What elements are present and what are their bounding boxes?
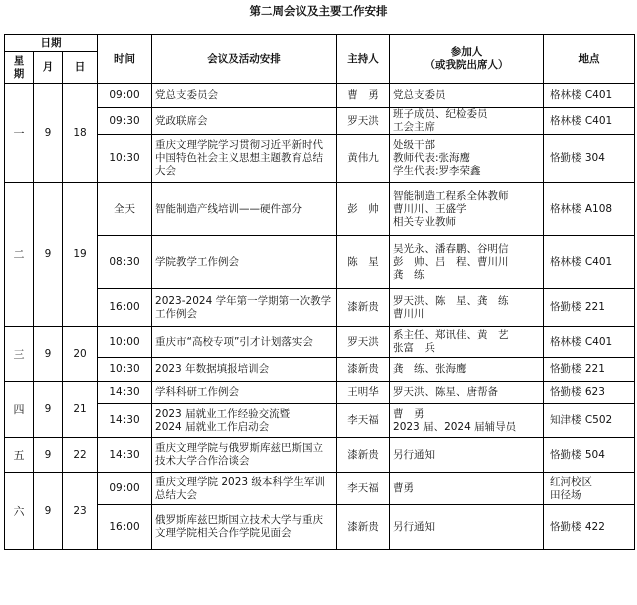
time-cell: 10:00 — [98, 327, 152, 358]
meeting-cell: 重庆市“高校专项”引才计划落实会 — [152, 327, 337, 358]
attendees-cell: 罗天洪、陈 星、龚 练 曹川川 — [390, 289, 544, 327]
time-cell: 全天 — [98, 183, 152, 236]
host-cell: 李天福 — [337, 473, 390, 505]
time-cell: 16:00 — [98, 505, 152, 550]
meeting-cell: 重庆文理学院 2023 级本科学生军训总结大会 — [152, 473, 337, 505]
host-cell: 曹 勇 — [337, 84, 390, 108]
location-cell: 恪勤楼 221 — [544, 289, 635, 327]
location-cell: 恪勤楼 504 — [544, 438, 635, 473]
weekday-cell: 三 — [5, 327, 34, 382]
time-cell: 14:30 — [98, 438, 152, 473]
host-cell: 漆新贵 — [337, 438, 390, 473]
location-cell: 恪勤楼 221 — [544, 358, 635, 382]
weekday-cell: 六 — [5, 473, 34, 550]
header-meeting: 会议及活动安排 — [152, 35, 337, 84]
month-cell: 9 — [34, 84, 63, 183]
day-cell: 21 — [63, 382, 98, 438]
table-row — [5, 382, 635, 404]
day-cell: 18 — [63, 84, 98, 183]
attendees-cell: 处级干部 教师代表:张海鹰 学生代表:罗李荣鑫 — [390, 135, 544, 183]
document-title: 第二周会议及主要工作安排 — [249, 4, 388, 18]
attendees-cell: 罗天洪、陈星、唐帮备 — [390, 382, 544, 404]
host-cell: 彭 帅 — [337, 183, 390, 236]
time-cell: 09:30 — [98, 108, 152, 135]
day-cell: 20 — [63, 327, 98, 382]
host-cell: 罗天洪 — [337, 327, 390, 358]
month-cell: 9 — [34, 382, 63, 438]
location-cell: 恪勤楼 422 — [544, 505, 635, 550]
day-cell: 19 — [63, 183, 98, 327]
location-cell: 格林楼 C401 — [544, 236, 635, 289]
time-cell: 09:00 — [98, 84, 152, 108]
header-time: 时间 — [98, 35, 152, 84]
attendees-cell: 智能制造工程系全体教师 曹川川、王盛学 相关专业教师 — [390, 183, 544, 236]
time-cell: 08:30 — [98, 236, 152, 289]
table-row — [5, 289, 635, 327]
header-attendees: 参加人 （或我院出席人） — [390, 35, 544, 84]
month-cell: 9 — [34, 473, 63, 550]
time-cell: 16:00 — [98, 289, 152, 327]
attendees-cell: 党总支委员 — [390, 84, 544, 108]
meeting-cell: 俄罗斯库兹巴斯国立技术大学与重庆文理学院相关合作学院见面会 — [152, 505, 337, 550]
meeting-cell: 智能制造产线培训——硬件部分 — [152, 183, 337, 236]
table-row — [5, 236, 635, 289]
location-cell: 恪勤楼 304 — [544, 135, 635, 183]
location-cell: 红河校区 田径场 — [544, 473, 635, 505]
schedule-body — [5, 84, 635, 550]
weekday-cell: 一 — [5, 84, 34, 183]
location-cell: 格林楼 C401 — [544, 84, 635, 108]
header-row-1 — [5, 35, 635, 52]
host-cell: 李天福 — [337, 404, 390, 438]
table-row — [5, 473, 635, 505]
attendees-cell: 龚 练、张海鹰 — [390, 358, 544, 382]
host-cell: 漆新贵 — [337, 358, 390, 382]
location-cell: 知津楼 C502 — [544, 404, 635, 438]
header-location: 地点 — [544, 35, 635, 84]
host-cell: 陈 星 — [337, 236, 390, 289]
day-cell: 23 — [63, 473, 98, 550]
meeting-cell: 重庆文理学院与俄罗斯库兹巴斯国立技术大学合作洽谈会 — [152, 438, 337, 473]
meeting-cell: 学院教学工作例会 — [152, 236, 337, 289]
meeting-cell: 重庆文理学院学习贯彻习近平新时代中国特色社会主义思想主题教育总结大会 — [152, 135, 337, 183]
attendees-cell: 吴光永、潘春鹏、谷明信 彭 帅、吕 程、曹川川 龚 练 — [390, 236, 544, 289]
time-cell: 14:30 — [98, 382, 152, 404]
weekday-cell: 五 — [5, 438, 34, 473]
meeting-cell: 2023 届就业工作经验交流暨 2024 届就业工作启动会 — [152, 404, 337, 438]
header-date: 日期 — [5, 35, 98, 52]
header-host: 主持人 — [337, 35, 390, 84]
meeting-cell: 2023-2024 学年第一学期第一次教学工作例会 — [152, 289, 337, 327]
attendees-cell: 另行通知 — [390, 505, 544, 550]
host-cell: 漆新贵 — [337, 505, 390, 550]
schedule-table — [4, 34, 635, 550]
weekday-cell: 二 — [5, 183, 34, 327]
meeting-cell: 2023 年数据填报培训会 — [152, 358, 337, 382]
attendees-cell: 另行通知 — [390, 438, 544, 473]
location-cell: 格林楼 C401 — [544, 108, 635, 135]
attendees-cell: 曹 勇 2023 届、2024 届辅导员 — [390, 404, 544, 438]
attendees-cell: 系主任、郑讯佳、黄 艺 张富 兵 — [390, 327, 544, 358]
attendees-cell: 班子成员、纪检委员 工会主席 — [390, 108, 544, 135]
time-cell: 09:00 — [98, 473, 152, 505]
table-row — [5, 404, 635, 438]
time-cell: 10:30 — [98, 358, 152, 382]
table-row — [5, 438, 635, 473]
table-row — [5, 108, 635, 135]
host-cell: 罗天洪 — [337, 108, 390, 135]
location-cell: 恪勤楼 623 — [544, 382, 635, 404]
location-cell: 格林楼 C401 — [544, 327, 635, 358]
table-row — [5, 84, 635, 108]
meeting-cell: 学科科研工作例会 — [152, 382, 337, 404]
table-row — [5, 135, 635, 183]
attendees-cell: 曹勇 — [390, 473, 544, 505]
time-cell: 10:30 — [98, 135, 152, 183]
month-cell: 9 — [34, 327, 63, 382]
header-weekday: 星 期 — [5, 52, 34, 84]
host-cell: 黄伟九 — [337, 135, 390, 183]
month-cell: 9 — [34, 438, 63, 473]
table-row — [5, 505, 635, 550]
location-cell: 格林楼 A108 — [544, 183, 635, 236]
month-cell: 9 — [34, 183, 63, 327]
header-month: 月 — [34, 52, 63, 84]
weekday-cell: 四 — [5, 382, 34, 438]
table-row — [5, 358, 635, 382]
header-day: 日 — [63, 52, 98, 84]
table-row — [5, 327, 635, 358]
day-cell: 22 — [63, 438, 98, 473]
time-cell: 14:30 — [98, 404, 152, 438]
host-cell: 漆新贵 — [337, 289, 390, 327]
host-cell: 王明华 — [337, 382, 390, 404]
meeting-cell: 党政联席会 — [152, 108, 337, 135]
meeting-cell: 党总支委员会 — [152, 84, 337, 108]
table-row — [5, 183, 635, 236]
